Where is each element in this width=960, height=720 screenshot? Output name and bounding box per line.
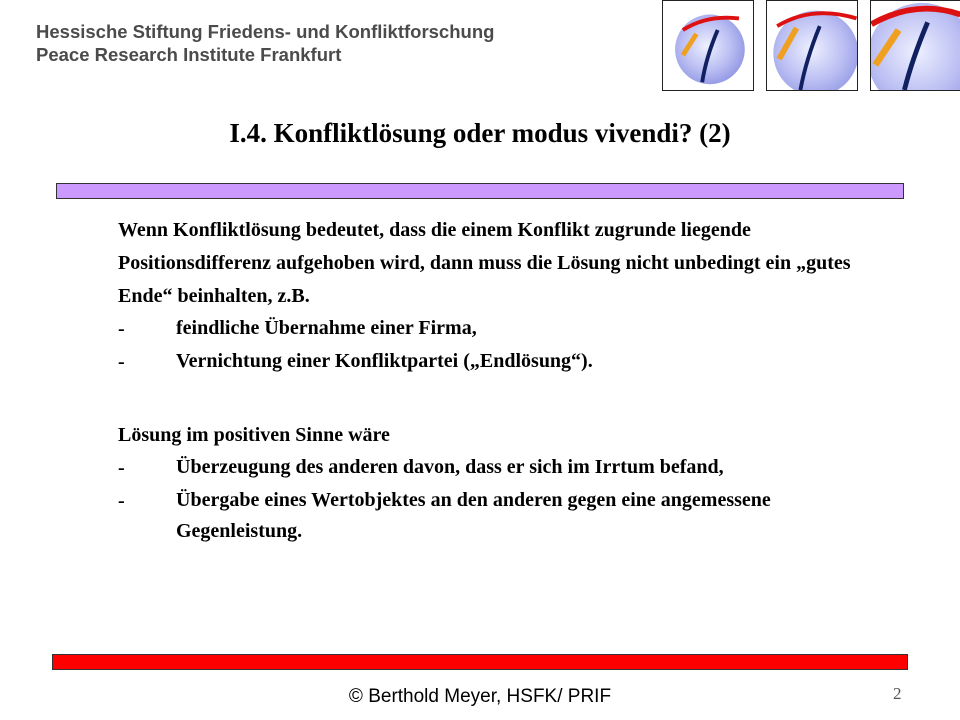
org-name-english: Peace Research Institute Frankfurt	[36, 44, 342, 65]
list-item	[118, 346, 878, 379]
hsfk-logo-icon	[662, 0, 754, 91]
bottom-divider-bar	[52, 654, 908, 670]
hsfk-logo-icon	[870, 0, 960, 91]
top-divider-bar	[56, 183, 904, 199]
slide-content	[118, 214, 878, 547]
bullet-dash: -	[118, 318, 125, 340]
list-item	[118, 485, 878, 547]
organization-header	[36, 20, 494, 66]
page-number: 2	[893, 684, 902, 703]
bullet-text: feindliche Übernahme einer Firma,	[176, 317, 477, 339]
org-name-german: Hessische Stiftung Friedens- und Konfliktforschung	[36, 21, 495, 42]
bullet-dash: -	[118, 457, 125, 479]
intro-paragraph: Wenn Konfliktlösung bedeutet, dass die einem Konflikt zugrunde liegende Positionsdifferenz aufgehoben wird, dann muss die Lösung nicht unbedingt ein „gutes Ende“ beinhalten, z.B.	[118, 219, 851, 307]
slide-title: I.4. Konfliktlösung oder modus vivendi? (2)	[229, 118, 731, 148]
spacer	[118, 379, 878, 419]
subheading: Lösung im positiven Sinne wäre	[118, 424, 390, 446]
bullet-text: Übergabe eines Wertobjektes an den anderen gegen eine angemessene Gegenleistung.	[176, 489, 771, 542]
bullet-text: Vernichtung einer Konfliktpartei („Endlösung“).	[176, 350, 593, 372]
list-item	[118, 313, 878, 346]
bullet-text: Überzeugung des anderen davon, dass er sich im Irrtum befand,	[176, 456, 724, 478]
list-item	[118, 452, 878, 485]
hsfk-logo-icon	[766, 0, 858, 91]
bullet-dash: -	[118, 351, 125, 373]
bullet-dash: -	[118, 490, 125, 512]
copyright-footer: © Berthold Meyer, HSFK/ PRIF	[348, 686, 612, 707]
